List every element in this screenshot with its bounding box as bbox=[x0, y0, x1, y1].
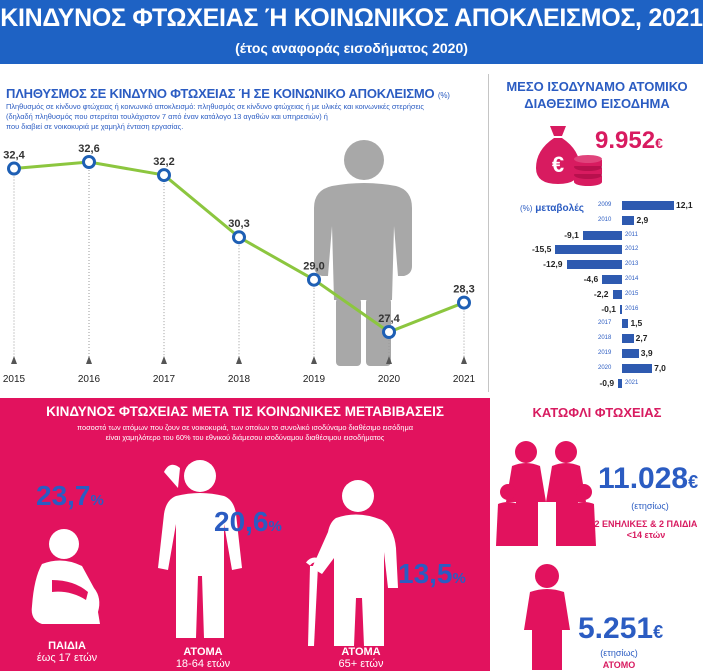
child-figure-icon bbox=[22, 528, 112, 628]
population-description bbox=[6, 102, 486, 132]
bar-value-label: 7,0 bbox=[654, 362, 666, 373]
income-currency: € bbox=[655, 135, 663, 151]
data-point bbox=[159, 170, 170, 181]
income-title-line-1: ΜΕΣΟ ΙΣΟΔΥΝΑΜΟ ΑΤΟΜΙΚΟ bbox=[506, 79, 688, 94]
data-label: 32,4 bbox=[3, 149, 25, 162]
elderly-label: ΑΤΟΜΑ bbox=[341, 646, 381, 658]
bar bbox=[622, 349, 639, 358]
data-point bbox=[309, 274, 320, 285]
bar bbox=[567, 260, 622, 269]
bar bbox=[622, 334, 634, 343]
elderly-age: 65+ ετών bbox=[338, 658, 384, 670]
single-threshold-value: 5.251 bbox=[578, 612, 654, 645]
bar-year-label: 2011 bbox=[625, 231, 638, 238]
bar-value-label: 3,9 bbox=[640, 348, 653, 358]
bar-value-label: -0,9 bbox=[599, 377, 615, 388]
population-unit: (%) bbox=[437, 91, 450, 100]
x-tick-label: 2019 bbox=[302, 374, 326, 385]
family-per-year: (ετησίως) bbox=[631, 501, 669, 511]
adults-label: ΑΤΟΜΑ bbox=[183, 646, 223, 658]
bar-year-label: 2015 bbox=[625, 290, 639, 297]
bar bbox=[622, 201, 674, 210]
changes-pct: (%) bbox=[520, 204, 533, 213]
bar-year-label: 2009 bbox=[598, 202, 612, 208]
adults-age: 18-64 ετών bbox=[175, 658, 231, 670]
bar-value-label: -2,2 bbox=[593, 288, 609, 299]
elderly-rate-pct: % bbox=[452, 570, 466, 587]
bar-value-label: 2,9 bbox=[636, 214, 649, 225]
adults-rate-value: 20,6 bbox=[214, 506, 269, 537]
data-point bbox=[384, 327, 395, 338]
bar bbox=[602, 275, 622, 284]
data-point bbox=[9, 163, 20, 174]
elderly-rate-value: 13,5 bbox=[398, 558, 453, 589]
bar-value-label: -0,1 bbox=[601, 303, 616, 314]
transfers-title: ΚΙΝΔΥΝΟΣ ΦΤΩΧΕΙΑΣ ΜΕΤΑ ΤΙΣ ΚΟΙΝΩΝΙΚΕΣ ΜΕΤΑΒΙΒΑΣΕΙΣ bbox=[46, 404, 444, 419]
bar-year-label: 2019 bbox=[598, 350, 612, 356]
transfers-description bbox=[40, 423, 450, 442]
adults-caption bbox=[148, 646, 258, 670]
data-label: 32,6 bbox=[78, 143, 100, 155]
transfers-desc-line-1: ποσοστό των ατόμων που ζουν σε νοικοκυριά, των οποίων το συνολικό ισοδύναμο διαθέσιμο εισόδημα bbox=[77, 423, 413, 432]
bar bbox=[613, 290, 622, 299]
data-label: 29,0 bbox=[303, 260, 325, 273]
bar bbox=[622, 319, 628, 328]
bar-year-label: 2017 bbox=[598, 320, 612, 327]
bar-year-label: 2018 bbox=[598, 335, 612, 342]
bar bbox=[620, 305, 622, 314]
bar-year-label: 2021 bbox=[625, 379, 639, 386]
bar-value-label: -12,9 bbox=[543, 259, 563, 270]
children-age: έως 17 ετών bbox=[36, 652, 98, 664]
income-title bbox=[492, 78, 702, 112]
family-threshold-currency: € bbox=[688, 472, 699, 492]
family-label-line-1: 2 ΕΝΗΛΙΚΕΣ & 2 ΠΑΙΔΙΑ bbox=[594, 519, 698, 529]
children-rate-value: 23,7 bbox=[36, 480, 91, 511]
bar-year-label: 2012 bbox=[625, 246, 639, 253]
axis-tick bbox=[86, 356, 92, 364]
header-banner bbox=[0, 0, 703, 64]
bar-value-label: 2,7 bbox=[635, 333, 648, 344]
x-tick-label: 2015 bbox=[2, 374, 26, 385]
data-point bbox=[234, 232, 245, 243]
bar-value-label: -4,6 bbox=[583, 274, 599, 284]
data-label: 30,3 bbox=[228, 218, 250, 231]
bar bbox=[555, 245, 622, 254]
bar bbox=[618, 379, 622, 388]
single-label: ΑΤΟΜΟ bbox=[602, 660, 636, 670]
changes-text: μεταβολές bbox=[535, 203, 584, 214]
family-label bbox=[590, 519, 702, 541]
family-label-line-2: <14 ετών bbox=[626, 530, 666, 540]
bar bbox=[622, 216, 634, 225]
single-threshold-currency: € bbox=[653, 622, 664, 642]
single-threshold bbox=[578, 612, 663, 646]
data-label: 28,3 bbox=[453, 283, 475, 296]
transfers-desc-line-2: είναι χαμηλότερο του 60% του εθνικού διάμεσου ισοδύναμου διαθέσιμου εισοδήματος bbox=[105, 432, 385, 442]
bar bbox=[622, 364, 652, 373]
x-tick-label: 2017 bbox=[152, 374, 176, 385]
population-title-text: ΠΛΗΘΥΣΜΟΣ ΣΕ ΚΙΝΔΥΝΟ ΦΤΩΧΕΙΑΣ Ή ΣΕ ΚΟΙΝΩΝΙΚΟ ΑΠΟΚΛΕΙΣΜΟ bbox=[6, 86, 435, 101]
children-label: ΠΑΙΔΙΑ bbox=[48, 640, 86, 652]
bar-year-label: 2013 bbox=[625, 261, 639, 268]
axis-tick bbox=[461, 356, 467, 364]
changes-label bbox=[520, 203, 584, 214]
bar-year-label: 2010 bbox=[598, 216, 612, 223]
bar-value-label: -9,1 bbox=[564, 229, 579, 240]
adult-figure-icon bbox=[150, 458, 250, 640]
page-subtitle: (έτος αναφοράς εισοδήματος 2020) bbox=[235, 40, 468, 56]
children-rate bbox=[36, 480, 104, 512]
single-person-icon bbox=[522, 564, 572, 670]
bar-year-label: 2014 bbox=[625, 276, 639, 282]
income-value bbox=[595, 127, 663, 155]
bar bbox=[583, 231, 622, 240]
bar-year-label: 2020 bbox=[598, 364, 612, 371]
bar-value-label: 1,5 bbox=[630, 318, 643, 329]
data-label: 27,4 bbox=[378, 313, 400, 325]
threshold-title: ΚΑΤΩΦΛΙ ΦΤΩΧΕΙΑΣ bbox=[532, 405, 662, 420]
income-number: 9.952 bbox=[595, 127, 656, 154]
x-tick-label: 2021 bbox=[452, 374, 476, 385]
x-tick-label: 2016 bbox=[77, 374, 101, 385]
income-title-line-2: ΔΙΑΘΕΣΙΜΟ ΕΙΣΟΔΗΜΑ bbox=[524, 96, 670, 111]
family-threshold bbox=[598, 462, 698, 496]
bar-year-label: 2016 bbox=[625, 305, 639, 312]
population-desc-line-3: που διαβιεί σε νοικοκυριά με χαμηλή ένταση εργασίας. bbox=[6, 122, 184, 131]
axis-tick bbox=[11, 356, 17, 364]
elderly-rate bbox=[398, 558, 466, 590]
axis-tick bbox=[161, 356, 167, 364]
svg-text:€: € bbox=[551, 152, 565, 177]
bar-value-label: -15,5 bbox=[531, 244, 552, 255]
population-desc-line-2: (δηλαδή πληθυσμός που στερείται τουλάχιστον 7 από έναν κατάλογο 13 αγαθών και υπηρεσιών) ή bbox=[6, 112, 328, 121]
x-tick-label: 2020 bbox=[377, 374, 401, 385]
elderly-figure-icon bbox=[300, 478, 410, 648]
page-title: ΚΙΝΔΥΝΟΣ ΦΤΩΧΕΙΑΣ Ή ΚΟΙΝΩΝΙΚΟΣ ΑΠΟΚΛΕΙΣΜΟΣ, 2021 bbox=[0, 4, 703, 32]
family-icon bbox=[496, 440, 598, 548]
children-caption bbox=[12, 640, 122, 664]
poverty-line-chart bbox=[0, 130, 488, 390]
elderly-caption bbox=[306, 646, 416, 670]
population-desc-line-1: Πληθυσμός σε κίνδυνο φτώχειας ή κοινωνικό αποκλεισμό: πληθυσμός σε κίνδυνο φτώχειας ή με υλικές και κοινωνικές στερήσεις bbox=[6, 102, 424, 111]
section-divider bbox=[488, 74, 489, 392]
children-rate-pct: % bbox=[90, 492, 104, 509]
single-per-year: (ετησίως) bbox=[600, 648, 638, 658]
population-title bbox=[6, 86, 450, 101]
x-tick-label: 2018 bbox=[227, 374, 251, 385]
axis-tick bbox=[311, 356, 317, 364]
axis-tick bbox=[236, 356, 242, 364]
family-threshold-value: 11.028 bbox=[598, 462, 689, 495]
data-point bbox=[459, 297, 470, 308]
adults-rate bbox=[214, 506, 282, 538]
series-line bbox=[14, 162, 464, 332]
data-label: 32,2 bbox=[153, 156, 175, 169]
data-point bbox=[84, 157, 95, 168]
axis-tick bbox=[386, 356, 392, 364]
adults-rate-pct: % bbox=[268, 518, 282, 535]
bar-value-label: 12,1 bbox=[676, 200, 693, 210]
